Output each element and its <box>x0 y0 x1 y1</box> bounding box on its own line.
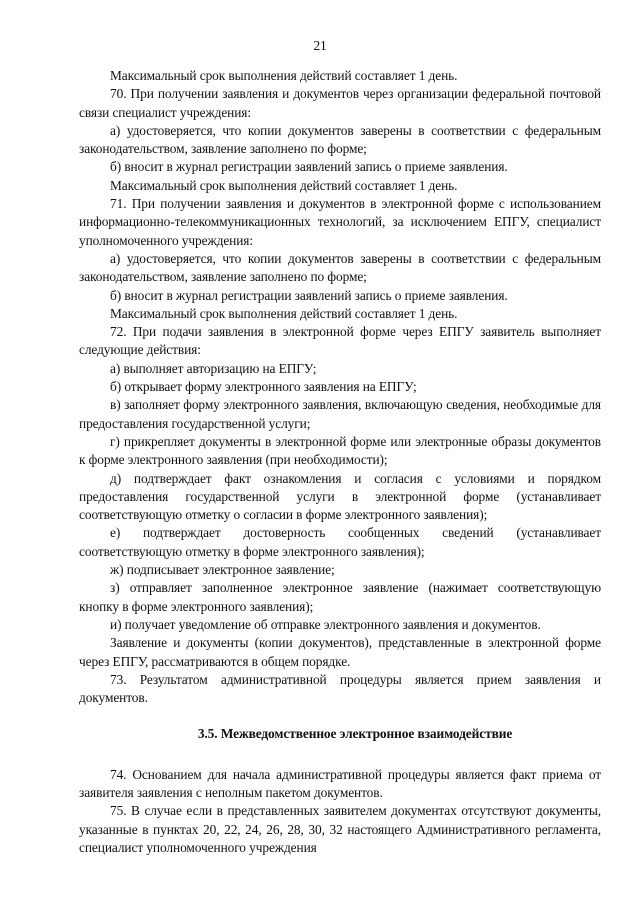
paragraph: а) выполняет авторизацию на ЕПГУ; <box>110 360 317 376</box>
paragraph: д) подтверждает факт ознакомления и согласия с условиями и порядком предоставления государственной услуги в электронной форме (устанавливает соответствующую отметку о согласии в форме электронного заявления); <box>79 470 601 523</box>
paragraph: Максимальный срок выполнения действий составляет 1 день. <box>110 177 458 193</box>
paragraph: а) удостоверяется, что копии документов заверены в соответствии с федеральным законодательством, заявление заполнено по форме; <box>79 250 601 285</box>
paragraph: б) вносит в журнал регистрации заявлений запись о приеме заявления. <box>110 287 508 303</box>
paragraph: в) заполняет форму электронного заявления, включающую сведения, необходимые для предоставления государственной услуги; <box>79 397 601 431</box>
document-body <box>79 67 601 857</box>
paragraph: 71. При получении заявления и документов в электронной форме с использованием информационно-телекоммуникационных технологий, за исключением ЕПГУ, специалист уполномоченного учреждения: <box>79 196 601 248</box>
paragraph: и) получает уведомление об отправке электронного заявления и документов. <box>110 616 541 632</box>
section-heading: 3.5. Межведомственное электронное взаимодействие <box>197 726 513 742</box>
paragraph: 73. Результатом административной процедуры является прием заявления и документов. <box>79 671 601 706</box>
paragraph: е) подтверждает достоверность сообщенных сведений (устанавливает соответствующую отметку в форме электронного заявления); <box>79 525 601 559</box>
paragraph: г) прикрепляет документы в электронной форме или электронные образы документов к форме электронного заявления (при необходимости); <box>79 433 601 468</box>
paragraph: а) удостоверяется, что копии документов заверены в соответствии с федеральным законодательством, заявление заполнено по форме; <box>79 122 601 157</box>
paragraph: б) открывает форму электронного заявления на ЕПГУ; <box>110 379 417 395</box>
paragraph: Заявление и документы (копии документов), представленные в электронной форме через ЕПГУ, рассматриваются в общем порядке. <box>79 635 601 669</box>
paragraph: Максимальный срок выполнения действий составляет 1 день. <box>110 68 458 83</box>
paragraph: 72. При подачи заявления в электронной форме через ЕПГУ заявитель выполняет следующие действия: <box>79 324 601 358</box>
paragraph: 70. При получении заявления и документов через организации федеральной почтовой связи специалист учреждения: <box>79 86 601 120</box>
paragraph: б) вносит в журнал регистрации заявлений запись о приеме заявления. <box>110 159 508 175</box>
paragraph: 75. В случае если в представленных заявителем документах отсутствуют документы, указанные в пунктах 20, 22, 24, 26, 28, 30, 32 настоящего Административного регламента, специалист уполномоченного учреждения <box>79 803 601 855</box>
paragraph: 74. Основанием для начала административной процедуры является факт приема от заявителя заявления с неполным пакетом документов. <box>79 766 601 800</box>
paragraph: Максимальный срок выполнения действий составляет 1 день. <box>110 305 458 321</box>
paragraph: з) отправляет заполненное электронное заявление (нажимает соответствующую кнопку в форме электронного заявления); <box>79 580 601 614</box>
paragraph: ж) подписывает электронное заявление; <box>110 562 335 578</box>
page-number: 21 <box>313 38 327 53</box>
